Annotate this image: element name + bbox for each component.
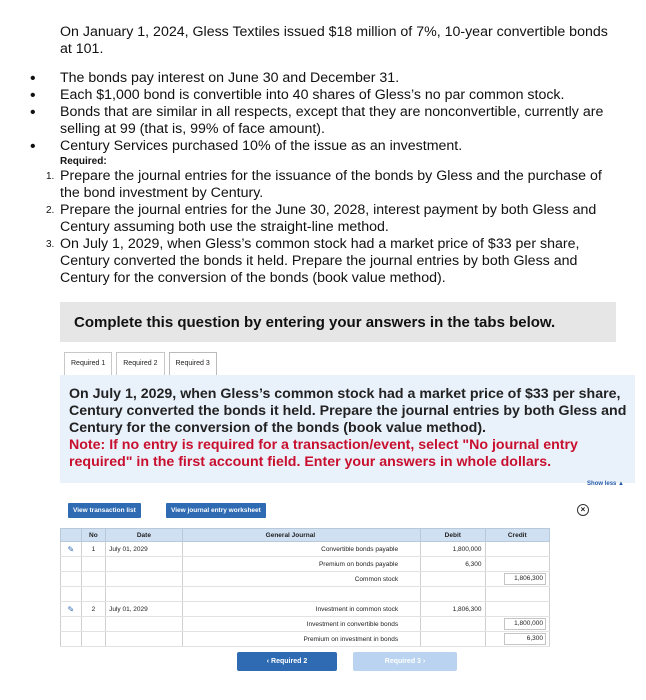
table-row bbox=[61, 632, 550, 647]
problem-intro: On January 1, 2024, Gless Textiles issued $18 million of 7%, 10-year convertible bonds at 101. bbox=[60, 24, 608, 57]
next-required-button[interactable]: Required 3 › bbox=[353, 652, 457, 671]
account-name[interactable]: Premium on investment in bonds bbox=[182, 632, 420, 647]
column-header-debit: Debit bbox=[421, 529, 485, 542]
entry-date: July 01, 2029 bbox=[106, 602, 183, 617]
account-name[interactable]: Convertible bonds payable bbox=[182, 542, 420, 557]
debit-value[interactable] bbox=[438, 633, 482, 644]
debit-value[interactable]: 1,800,000 bbox=[452, 545, 482, 553]
edit-pencil-icon[interactable]: ✎ bbox=[61, 542, 82, 557]
show-less-link[interactable]: Show less ▲ bbox=[587, 481, 624, 487]
requirement-panel bbox=[60, 375, 635, 483]
table-row bbox=[61, 617, 550, 632]
edit-pencil-icon[interactable]: ✎ bbox=[61, 602, 82, 617]
tab-required-3[interactable]: Required 3 bbox=[169, 352, 217, 375]
bullet-dot-icon: • bbox=[30, 138, 36, 155]
debit-value[interactable]: 6,300 bbox=[465, 560, 482, 568]
table-row bbox=[61, 602, 550, 617]
panel-note: Note: If no entry is required for a transaction/event, select "No journal entry required" in the first account field. Enter your answers in whole dollars. bbox=[69, 437, 578, 470]
tab-required-1[interactable]: Required 1 bbox=[64, 352, 112, 375]
debit-value[interactable] bbox=[438, 618, 482, 629]
complete-question-banner: Complete this question by entering your answers in the tabs below. bbox=[60, 302, 616, 342]
credit-value[interactable]: 1,800,000 bbox=[504, 618, 546, 630]
required-label: Required: bbox=[60, 156, 107, 167]
panel-text: On July 1, 2029, when Gless’s common stock had a market price of $33 per share, Century converted the bonds it held. Prepare the journal entries by both Gless and Century for the conversion of the bonds (book value method). bbox=[69, 386, 627, 436]
bullet-dot-icon: • bbox=[30, 87, 36, 104]
problem-statement bbox=[30, 24, 620, 287]
problem-bullets bbox=[30, 70, 620, 155]
requirement-item: 2. Prepare the journal entries for the June 30, 2028, interest payment by both Gless and Century assuming both use the straight-line method. bbox=[46, 202, 597, 235]
bullet-dot-icon: • bbox=[30, 70, 36, 87]
account-name[interactable]: Common stock bbox=[182, 572, 420, 587]
requirement-item: 3. On July 1, 2029, when Gless’s common stock had a market price of $33 per share, Century converted the bonds it held. Prepare the journal entries by both Gless and Century for the conversion of the bonds (book value method). bbox=[46, 236, 580, 286]
journal-table bbox=[60, 528, 550, 647]
requirement-item: 1. Prepare the journal entries for the issuance of the bonds by Gless and the purchase of the bond investment by Century. bbox=[46, 168, 602, 201]
entry-number: 1 bbox=[81, 542, 105, 557]
credit-value[interactable]: 1,806,300 bbox=[504, 573, 546, 585]
account-name[interactable]: Investment in common stock bbox=[182, 602, 420, 617]
table-row bbox=[61, 542, 550, 557]
credit-value[interactable] bbox=[502, 558, 546, 569]
credit-value[interactable]: 6,300 bbox=[504, 633, 546, 645]
credit-value[interactable] bbox=[502, 543, 546, 554]
account-name[interactable]: Premium on bonds payable bbox=[182, 557, 420, 572]
view-transaction-list-button[interactable]: View transaction list bbox=[68, 503, 141, 518]
requirement-tabs bbox=[64, 352, 221, 375]
bullet-item: • Century Services purchased 10% of the issue as an investment. bbox=[30, 138, 463, 155]
bullet-item: • Each $1,000 bond is convertible into 40 shares of Gless’s no par common stock. bbox=[30, 87, 565, 104]
entry-date: July 01, 2029 bbox=[106, 542, 183, 557]
view-journal-entry-worksheet-button[interactable]: View journal entry worksheet bbox=[166, 503, 266, 518]
column-header-general-journal: General Journal bbox=[182, 529, 420, 542]
account-name[interactable]: Investment in convertible bonds bbox=[182, 617, 420, 632]
bullet-dot-icon: • bbox=[30, 104, 36, 121]
table-row bbox=[61, 572, 550, 587]
bullet-item: • The bonds pay interest on June 30 and December 31. bbox=[30, 70, 400, 87]
column-header-no: No bbox=[81, 529, 105, 542]
table-row-spacer bbox=[61, 587, 550, 602]
requirements-list bbox=[46, 168, 620, 287]
close-icon[interactable]: × bbox=[577, 504, 589, 516]
credit-value[interactable] bbox=[502, 603, 546, 614]
column-header-credit: Credit bbox=[485, 529, 549, 542]
bullet-item: • Bonds that are similar in all respects, except that they are nonconvertible, currently are selling at 99 (that is, 99% of face amount). bbox=[30, 104, 604, 137]
debit-value[interactable]: 1,806,300 bbox=[452, 605, 482, 613]
prev-required-button[interactable]: ‹ Required 2 bbox=[237, 652, 337, 671]
table-row bbox=[61, 557, 550, 572]
debit-value[interactable] bbox=[438, 573, 482, 584]
entry-number: 2 bbox=[81, 602, 105, 617]
edit-column-header bbox=[61, 529, 82, 542]
column-header-date: Date bbox=[106, 529, 183, 542]
tab-required-2[interactable]: Required 2 bbox=[116, 352, 164, 375]
